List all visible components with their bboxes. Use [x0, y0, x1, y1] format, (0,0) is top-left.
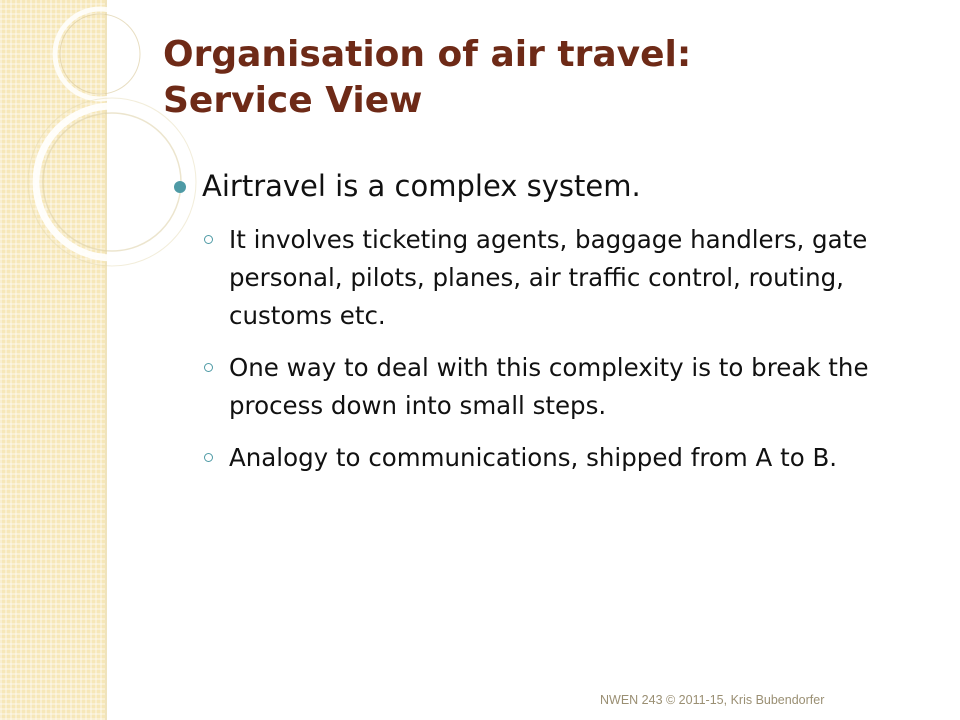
sub-bullet-item	[172, 439, 932, 477]
bullet-ring-icon	[204, 453, 213, 462]
sub-bullet-text: It involves ticketing agents, baggage handlers, gate personal, pilots, planes, air traffic control, routing, customs etc.	[229, 225, 868, 330]
sub-bullet-item	[172, 221, 932, 335]
sub-bullet-text: One way to deal with this complexity is to break the process down into small steps.	[229, 353, 869, 420]
sub-bullet-text: Analogy to communications, shipped from A to B.	[229, 443, 838, 472]
bullet-text: Airtravel is a complex system.	[202, 169, 641, 203]
slide-footer: NWEN 243 © 2011-15, Kris Bubendorfer	[600, 693, 825, 707]
bullet-item	[172, 166, 932, 206]
slide-title	[163, 32, 923, 124]
bullet-ring-icon	[204, 363, 213, 372]
title-line-1: Organisation of air travel:	[163, 34, 692, 75]
sub-bullet-item	[172, 349, 932, 425]
title-line-2: Service View	[163, 80, 423, 121]
bullet-dot-icon	[174, 181, 186, 193]
bullet-ring-icon	[204, 235, 213, 244]
sub-bullet-list	[172, 221, 932, 477]
slide-body	[172, 166, 932, 491]
